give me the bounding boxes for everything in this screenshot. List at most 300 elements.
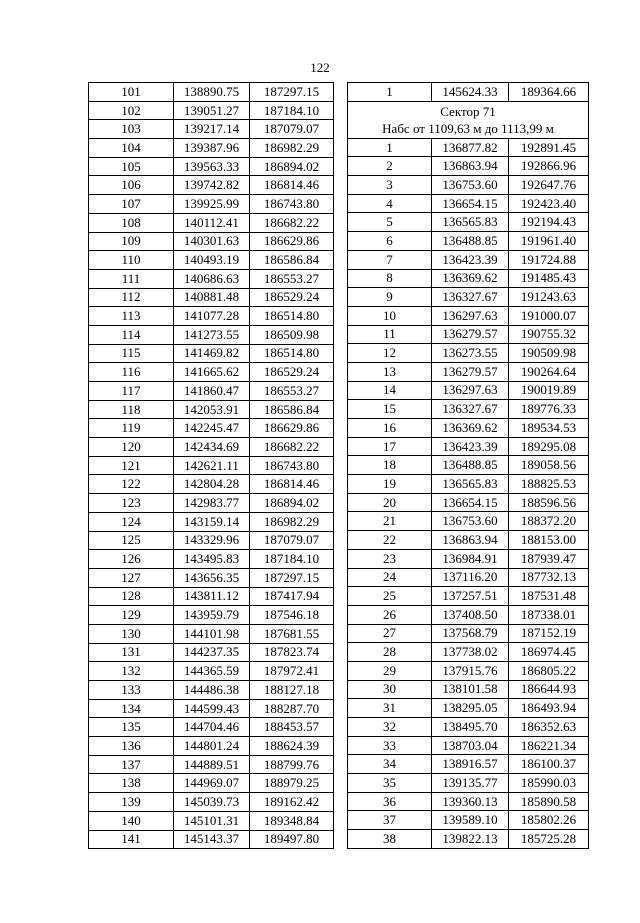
table-row xyxy=(89,606,334,625)
point-number-cell: 21 xyxy=(348,512,432,531)
table-row xyxy=(348,512,589,531)
y-coordinate-cell: 190264.64 xyxy=(509,362,589,381)
table-row xyxy=(89,120,334,139)
y-coordinate-cell: 186894.02 xyxy=(250,157,334,176)
table-row xyxy=(348,774,589,793)
table-row xyxy=(348,587,589,606)
y-coordinate-cell: 188127.18 xyxy=(250,681,334,700)
point-number-cell: 123 xyxy=(89,494,174,513)
table-row xyxy=(89,550,334,569)
table-row xyxy=(89,830,334,849)
point-number-cell: 122 xyxy=(89,475,174,494)
table-row xyxy=(348,213,589,232)
point-number-cell: 15 xyxy=(348,400,432,419)
table-row xyxy=(89,587,334,606)
point-number-cell: 33 xyxy=(348,736,432,755)
point-number-cell: 133 xyxy=(89,681,174,700)
x-coordinate-cell: 137116.20 xyxy=(432,568,509,587)
table-row xyxy=(89,176,334,195)
x-coordinate-cell: 140493.19 xyxy=(174,251,250,270)
point-number-cell: 10 xyxy=(348,306,432,325)
sector-subtitle: Набс от 1109,63 м до 1113,99 м xyxy=(382,120,554,136)
point-number-cell: 37 xyxy=(348,811,432,830)
left-table-body xyxy=(89,83,334,849)
table-row xyxy=(348,157,589,176)
table-row xyxy=(89,531,334,550)
x-coordinate-cell: 136863.94 xyxy=(432,157,509,176)
point-number-cell: 118 xyxy=(89,400,174,419)
x-coordinate-cell: 136984.91 xyxy=(432,549,509,568)
table-row xyxy=(89,718,334,737)
table-row xyxy=(348,718,589,737)
y-coordinate-cell: 188372.20 xyxy=(509,512,589,531)
x-coordinate-cell: 136297.63 xyxy=(432,381,509,400)
x-coordinate-cell: 143159.14 xyxy=(174,512,250,531)
table-row xyxy=(348,493,589,512)
table-row xyxy=(89,699,334,718)
point-number-cell: 115 xyxy=(89,344,174,363)
table-row xyxy=(348,344,589,363)
x-coordinate-cell: 144486.38 xyxy=(174,681,250,700)
y-coordinate-cell: 188624.39 xyxy=(250,737,334,756)
point-number-cell: 8 xyxy=(348,269,432,288)
y-coordinate-cell: 186814.46 xyxy=(250,475,334,494)
x-coordinate-cell: 136273.55 xyxy=(432,344,509,363)
point-number-cell: 26 xyxy=(348,605,432,624)
point-number-cell: 130 xyxy=(89,624,174,643)
x-coordinate-cell: 138101.58 xyxy=(432,680,509,699)
y-coordinate-cell: 186553.27 xyxy=(250,269,334,288)
table-row xyxy=(348,624,589,643)
point-number-cell: 135 xyxy=(89,718,174,737)
point-number-cell: 109 xyxy=(89,232,174,251)
point-number-cell: 126 xyxy=(89,550,174,569)
x-coordinate-cell: 142983.77 xyxy=(174,494,250,513)
y-coordinate-cell: 189348.84 xyxy=(250,811,334,830)
table-row xyxy=(348,661,589,680)
y-coordinate-cell: 191485.43 xyxy=(509,269,589,288)
point-number-cell: 32 xyxy=(348,718,432,737)
y-coordinate-cell: 192891.45 xyxy=(509,138,589,157)
x-coordinate-cell: 136327.67 xyxy=(432,288,509,307)
y-coordinate-cell: 185990.03 xyxy=(509,774,589,793)
x-coordinate-cell: 136423.39 xyxy=(432,250,509,269)
y-coordinate-cell: 191724.88 xyxy=(509,250,589,269)
point-number-cell: 131 xyxy=(89,643,174,662)
sector-header-row xyxy=(348,101,589,138)
table-row xyxy=(89,419,334,438)
x-coordinate-cell: 142053.91 xyxy=(174,400,250,419)
y-coordinate-cell: 189058.56 xyxy=(509,456,589,475)
y-coordinate-cell: 187417.94 xyxy=(250,587,334,606)
x-coordinate-cell: 142621.11 xyxy=(174,456,250,475)
table-row xyxy=(348,269,589,288)
y-coordinate-cell: 187184.10 xyxy=(250,550,334,569)
table-row xyxy=(89,624,334,643)
table-row xyxy=(89,195,334,214)
x-coordinate-cell: 136279.57 xyxy=(432,325,509,344)
x-coordinate-cell: 140881.48 xyxy=(174,288,250,307)
x-coordinate-cell: 141665.62 xyxy=(174,363,250,382)
x-coordinate-cell: 139135.77 xyxy=(432,774,509,793)
point-number-cell: 106 xyxy=(89,176,174,195)
point-number-cell: 111 xyxy=(89,269,174,288)
y-coordinate-cell: 188825.53 xyxy=(509,475,589,494)
table-row xyxy=(348,643,589,662)
point-number-cell: 5 xyxy=(348,213,432,232)
point-number-cell: 23 xyxy=(348,549,432,568)
point-number-cell: 2 xyxy=(348,157,432,176)
x-coordinate-cell: 136565.83 xyxy=(432,475,509,494)
point-number-cell: 29 xyxy=(348,661,432,680)
y-coordinate-cell: 187297.15 xyxy=(250,568,334,587)
x-coordinate-cell: 139563.33 xyxy=(174,157,250,176)
y-coordinate-cell: 189534.53 xyxy=(509,419,589,438)
point-number-cell: 27 xyxy=(348,624,432,643)
y-coordinate-cell: 189776.33 xyxy=(509,400,589,419)
table-row xyxy=(348,811,589,830)
table-row xyxy=(348,306,589,325)
table-row xyxy=(89,232,334,251)
table-row xyxy=(348,699,589,718)
x-coordinate-cell: 139217.14 xyxy=(174,120,250,139)
y-coordinate-cell: 186629.86 xyxy=(250,232,334,251)
point-number-cell: 19 xyxy=(348,475,432,494)
point-number-cell: 11 xyxy=(348,325,432,344)
x-coordinate-cell: 144365.59 xyxy=(174,662,250,681)
table-row xyxy=(89,382,334,401)
table-row xyxy=(89,251,334,270)
table-row xyxy=(348,531,589,550)
y-coordinate-cell: 187531.48 xyxy=(509,587,589,606)
point-number-cell: 13 xyxy=(348,362,432,381)
table-row xyxy=(348,250,589,269)
y-coordinate-cell: 186982.29 xyxy=(250,139,334,158)
x-coordinate-cell: 144969.07 xyxy=(174,774,250,793)
y-coordinate-cell: 187152.19 xyxy=(509,624,589,643)
y-coordinate-cell: 186814.46 xyxy=(250,176,334,195)
x-coordinate-cell: 143329.96 xyxy=(174,531,250,550)
y-coordinate-cell: 192194.43 xyxy=(509,213,589,232)
x-coordinate-cell: 138495.70 xyxy=(432,718,509,737)
table-row xyxy=(348,437,589,456)
sector-header-cell xyxy=(348,101,589,138)
point-number-cell: 1 xyxy=(348,138,432,157)
point-number-cell: 127 xyxy=(89,568,174,587)
x-coordinate-cell: 136488.85 xyxy=(432,456,509,475)
point-number-cell: 105 xyxy=(89,157,174,176)
table-row xyxy=(348,605,589,624)
x-coordinate-cell: 139387.96 xyxy=(174,139,250,158)
table-row xyxy=(89,568,334,587)
y-coordinate-cell: 189497.80 xyxy=(250,830,334,849)
x-coordinate-cell: 143959.79 xyxy=(174,606,250,625)
y-coordinate-cell: 186509.98 xyxy=(250,325,334,344)
y-coordinate-cell: 190509.98 xyxy=(509,344,589,363)
x-coordinate-cell: 138703.04 xyxy=(432,736,509,755)
x-coordinate-cell: 137257.51 xyxy=(432,587,509,606)
x-coordinate-cell: 141860.47 xyxy=(174,382,250,401)
point-number-cell: 121 xyxy=(89,456,174,475)
table-row xyxy=(348,138,589,157)
x-coordinate-cell: 136369.62 xyxy=(432,419,509,438)
x-coordinate-cell: 136297.63 xyxy=(432,306,509,325)
point-number-cell: 108 xyxy=(89,213,174,232)
table-row xyxy=(348,400,589,419)
x-coordinate-cell: 139360.13 xyxy=(432,792,509,811)
table-row xyxy=(348,830,589,849)
table-row xyxy=(89,494,334,513)
y-coordinate-cell: 186586.84 xyxy=(250,251,334,270)
y-coordinate-cell: 186629.86 xyxy=(250,419,334,438)
point-number-cell: 117 xyxy=(89,382,174,401)
x-coordinate-cell: 137738.02 xyxy=(432,643,509,662)
table-row xyxy=(89,512,334,531)
x-coordinate-cell: 137408.50 xyxy=(432,605,509,624)
table-row xyxy=(89,456,334,475)
y-coordinate-cell: 190755.32 xyxy=(509,325,589,344)
y-coordinate-cell: 187338.01 xyxy=(509,605,589,624)
point-number-cell: 14 xyxy=(348,381,432,400)
table-row xyxy=(89,400,334,419)
x-coordinate-cell: 145624.33 xyxy=(432,83,509,102)
point-number-cell: 114 xyxy=(89,325,174,344)
table-row xyxy=(348,381,589,400)
y-coordinate-cell: 189162.42 xyxy=(250,793,334,812)
y-coordinate-cell: 186529.24 xyxy=(250,288,334,307)
point-number-cell: 102 xyxy=(89,101,174,120)
point-number-cell: 112 xyxy=(89,288,174,307)
point-number-cell: 17 xyxy=(348,437,432,456)
point-number-cell: 141 xyxy=(89,830,174,849)
table-row xyxy=(348,176,589,195)
point-number-cell: 101 xyxy=(89,83,174,102)
x-coordinate-cell: 136565.83 xyxy=(432,213,509,232)
y-coordinate-cell: 186529.24 xyxy=(250,363,334,382)
y-coordinate-cell: 188153.00 xyxy=(509,531,589,550)
y-coordinate-cell: 185890.58 xyxy=(509,792,589,811)
table-row xyxy=(89,307,334,326)
point-number-cell: 120 xyxy=(89,438,174,457)
table-row xyxy=(348,568,589,587)
point-number-cell: 38 xyxy=(348,830,432,849)
y-coordinate-cell: 187184.10 xyxy=(250,101,334,120)
point-number-cell: 20 xyxy=(348,493,432,512)
y-coordinate-cell: 186493.94 xyxy=(509,699,589,718)
table-row xyxy=(348,549,589,568)
table-row xyxy=(348,419,589,438)
y-coordinate-cell: 189295.08 xyxy=(509,437,589,456)
x-coordinate-cell: 136423.39 xyxy=(432,437,509,456)
y-coordinate-cell: 192423.40 xyxy=(509,194,589,213)
y-coordinate-cell: 186100.37 xyxy=(509,755,589,774)
point-number-cell: 140 xyxy=(89,811,174,830)
point-number-cell: 107 xyxy=(89,195,174,214)
y-coordinate-cell: 188287.70 xyxy=(250,699,334,718)
point-number-cell: 113 xyxy=(89,307,174,326)
table-row xyxy=(89,344,334,363)
table-row xyxy=(89,774,334,793)
y-coordinate-cell: 186553.27 xyxy=(250,382,334,401)
point-number-cell: 28 xyxy=(348,643,432,662)
sector-title: Сектор 71 xyxy=(440,103,496,119)
x-coordinate-cell: 139822.13 xyxy=(432,830,509,849)
x-coordinate-cell: 136654.15 xyxy=(432,194,509,213)
point-number-cell: 9 xyxy=(348,288,432,307)
table-row xyxy=(89,325,334,344)
point-number-cell: 4 xyxy=(348,194,432,213)
x-coordinate-cell: 141469.82 xyxy=(174,344,250,363)
y-coordinate-cell: 188453.57 xyxy=(250,718,334,737)
point-number-cell: 3 xyxy=(348,176,432,195)
table-row xyxy=(89,475,334,494)
x-coordinate-cell: 140112.41 xyxy=(174,213,250,232)
x-coordinate-cell: 143811.12 xyxy=(174,587,250,606)
table-row xyxy=(348,475,589,494)
table-row xyxy=(348,232,589,251)
x-coordinate-cell: 144237.35 xyxy=(174,643,250,662)
x-coordinate-cell: 143495.83 xyxy=(174,550,250,569)
x-coordinate-cell: 145101.31 xyxy=(174,811,250,830)
y-coordinate-cell: 185725.28 xyxy=(509,830,589,849)
table-row xyxy=(348,362,589,381)
y-coordinate-cell: 192866.96 xyxy=(509,157,589,176)
y-coordinate-cell: 186894.02 xyxy=(250,494,334,513)
point-number-cell: 7 xyxy=(348,250,432,269)
y-coordinate-cell: 186352.63 xyxy=(509,718,589,737)
y-coordinate-cell: 188979.25 xyxy=(250,774,334,793)
table-row xyxy=(89,101,334,120)
y-coordinate-cell: 186221.34 xyxy=(509,736,589,755)
x-coordinate-cell: 136753.60 xyxy=(432,176,509,195)
x-coordinate-cell: 138295.05 xyxy=(432,699,509,718)
point-number-cell: 25 xyxy=(348,587,432,606)
x-coordinate-cell: 136369.62 xyxy=(432,269,509,288)
table-row xyxy=(348,792,589,811)
y-coordinate-cell: 186982.29 xyxy=(250,512,334,531)
x-coordinate-cell: 138916.57 xyxy=(432,755,509,774)
x-coordinate-cell: 138890.75 xyxy=(174,83,250,102)
x-coordinate-cell: 142245.47 xyxy=(174,419,250,438)
point-number-cell: 110 xyxy=(89,251,174,270)
point-number-cell: 24 xyxy=(348,568,432,587)
point-number-cell: 128 xyxy=(89,587,174,606)
point-number-cell: 36 xyxy=(348,792,432,811)
table-row xyxy=(89,438,334,457)
x-coordinate-cell: 145143.37 xyxy=(174,830,250,849)
x-coordinate-cell: 137915.76 xyxy=(432,661,509,680)
y-coordinate-cell: 191000.07 xyxy=(509,306,589,325)
point-number-cell: 35 xyxy=(348,774,432,793)
point-number-cell: 30 xyxy=(348,680,432,699)
table-row xyxy=(89,157,334,176)
x-coordinate-cell: 144801.24 xyxy=(174,737,250,756)
coordinates-table-left xyxy=(88,82,334,849)
table-row xyxy=(89,793,334,812)
point-number-cell: 124 xyxy=(89,512,174,531)
y-coordinate-cell: 187079.07 xyxy=(250,120,334,139)
y-coordinate-cell: 187079.07 xyxy=(250,531,334,550)
point-number-cell: 103 xyxy=(89,120,174,139)
point-number-cell: 125 xyxy=(89,531,174,550)
table-row xyxy=(89,737,334,756)
y-coordinate-cell: 186644.93 xyxy=(509,680,589,699)
table-row xyxy=(89,681,334,700)
table-row xyxy=(348,83,589,102)
table-row xyxy=(89,643,334,662)
table-row xyxy=(348,194,589,213)
point-number-cell: 137 xyxy=(89,755,174,774)
x-coordinate-cell: 136654.15 xyxy=(432,493,509,512)
x-coordinate-cell: 144101.98 xyxy=(174,624,250,643)
table-row xyxy=(89,139,334,158)
point-number-cell: 139 xyxy=(89,793,174,812)
point-number-cell: 34 xyxy=(348,755,432,774)
point-number-cell: 12 xyxy=(348,344,432,363)
point-number-cell: 132 xyxy=(89,662,174,681)
page-number: 122 xyxy=(310,60,330,75)
y-coordinate-cell: 187681.55 xyxy=(250,624,334,643)
x-coordinate-cell: 144889.51 xyxy=(174,755,250,774)
table-row xyxy=(89,811,334,830)
point-number-cell: 119 xyxy=(89,419,174,438)
table-row xyxy=(89,363,334,382)
x-coordinate-cell: 140686.63 xyxy=(174,269,250,288)
x-coordinate-cell: 144599.43 xyxy=(174,699,250,718)
table-row xyxy=(348,680,589,699)
y-coordinate-cell: 186743.80 xyxy=(250,195,334,214)
x-coordinate-cell: 137568.79 xyxy=(432,624,509,643)
y-coordinate-cell: 187823.74 xyxy=(250,643,334,662)
coordinates-table-right xyxy=(347,82,589,849)
point-number-cell: 1 xyxy=(348,83,432,102)
table-row xyxy=(89,662,334,681)
y-coordinate-cell: 192647.76 xyxy=(509,176,589,195)
x-coordinate-cell: 136877.82 xyxy=(432,138,509,157)
right-table-body xyxy=(348,83,589,849)
y-coordinate-cell: 190019.89 xyxy=(509,381,589,400)
x-coordinate-cell: 142804.28 xyxy=(174,475,250,494)
x-coordinate-cell: 136863.94 xyxy=(432,531,509,550)
point-number-cell: 18 xyxy=(348,456,432,475)
x-coordinate-cell: 142434.69 xyxy=(174,438,250,457)
y-coordinate-cell: 185802.26 xyxy=(509,811,589,830)
x-coordinate-cell: 143656.35 xyxy=(174,568,250,587)
x-coordinate-cell: 145039.73 xyxy=(174,793,250,812)
y-coordinate-cell: 187546.18 xyxy=(250,606,334,625)
y-coordinate-cell: 191961.40 xyxy=(509,232,589,251)
x-coordinate-cell: 141273.55 xyxy=(174,325,250,344)
y-coordinate-cell: 187732.13 xyxy=(509,568,589,587)
point-number-cell: 129 xyxy=(89,606,174,625)
x-coordinate-cell: 144704.46 xyxy=(174,718,250,737)
table-row xyxy=(89,83,334,102)
table-row xyxy=(89,213,334,232)
y-coordinate-cell: 186682.22 xyxy=(250,213,334,232)
point-number-cell: 31 xyxy=(348,699,432,718)
y-coordinate-cell: 187939.47 xyxy=(509,549,589,568)
y-coordinate-cell: 191243.63 xyxy=(509,288,589,307)
x-coordinate-cell: 139925.99 xyxy=(174,195,250,214)
point-number-cell: 104 xyxy=(89,139,174,158)
y-coordinate-cell: 187297.15 xyxy=(250,83,334,102)
y-coordinate-cell: 186514.80 xyxy=(250,344,334,363)
point-number-cell: 116 xyxy=(89,363,174,382)
table-row xyxy=(348,288,589,307)
y-coordinate-cell: 189364.66 xyxy=(509,83,589,102)
y-coordinate-cell: 186974.45 xyxy=(509,643,589,662)
y-coordinate-cell: 186682.22 xyxy=(250,438,334,457)
